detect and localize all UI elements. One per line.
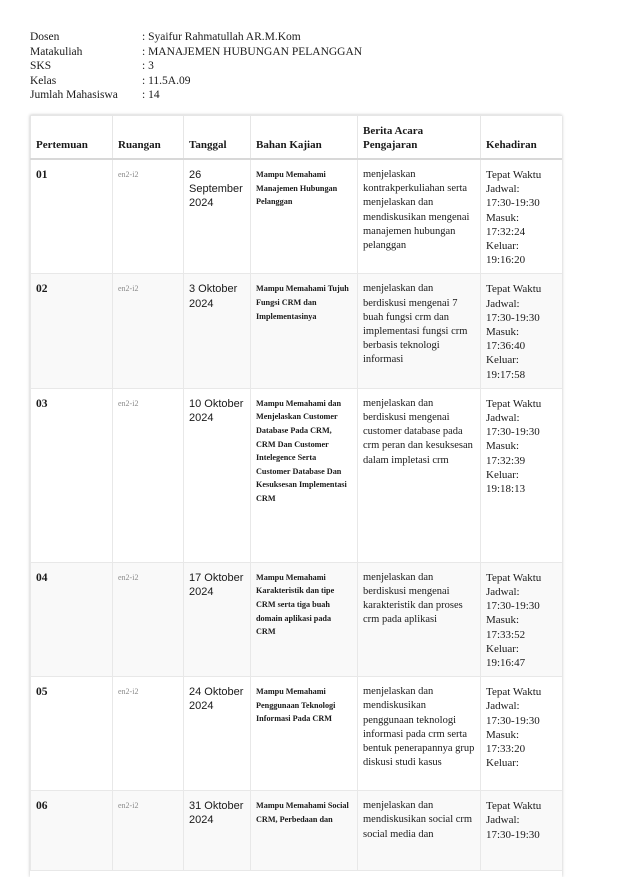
kehadiran-cell bbox=[481, 159, 563, 274]
ruangan-cell: en2-i2 bbox=[113, 159, 184, 274]
kehadiran-line: 17:30-19:30 bbox=[486, 714, 540, 727]
kehadiran-line: Keluar: bbox=[486, 468, 519, 481]
bahan-kajian-cell: Mampu Memahami Social CRM, Perbedaan dan bbox=[251, 791, 358, 871]
tanggal-cell: 24 Oktober 2024 bbox=[184, 677, 251, 791]
kehadiran-cell bbox=[481, 791, 563, 871]
tanggal-cell: 10 Oktober 2024 bbox=[184, 388, 251, 562]
kehadiran-line: 19:16:47 bbox=[486, 657, 526, 670]
kehadiran-line: 19:18:13 bbox=[486, 483, 526, 496]
kehadiran-line: 17:30-19:30 bbox=[486, 600, 540, 613]
kehadiran-line: Masuk: bbox=[486, 614, 519, 627]
kehadiran-line: Jadwal: bbox=[486, 586, 520, 599]
table-row bbox=[31, 791, 563, 871]
info-label: Matakuliah bbox=[30, 45, 83, 58]
info-value: : MANAJEMEN HUBUNGAN PELANGGAN bbox=[142, 45, 363, 58]
kehadiran-line: 17:36:40 bbox=[486, 340, 526, 353]
kehadiran-line: Tepat Waktu bbox=[486, 800, 542, 813]
table-row bbox=[31, 159, 563, 274]
table-row bbox=[31, 677, 563, 791]
info-label: Dosen bbox=[30, 31, 60, 43]
pertemuan-cell: 05 bbox=[31, 677, 113, 791]
info-row bbox=[30, 88, 362, 103]
attendance-table bbox=[30, 115, 562, 871]
kehadiran-cell bbox=[481, 677, 563, 791]
berita-acara-cell: menjelaskan dan mendiskusikan social crm social media dan bbox=[358, 791, 481, 871]
kehadiran-line: Keluar: bbox=[486, 757, 519, 770]
kehadiran-line: 19:17:58 bbox=[486, 368, 526, 381]
table-row bbox=[31, 388, 563, 562]
kehadiran-line: Masuk: bbox=[486, 728, 519, 741]
kehadiran-line: Tepat Waktu bbox=[486, 169, 542, 181]
info-value: : 14 bbox=[142, 89, 160, 101]
pertemuan-cell: 01 bbox=[31, 159, 113, 274]
kehadiran-line: 17:30-19:30 bbox=[486, 426, 540, 439]
table-row bbox=[31, 274, 563, 388]
bahan-kajian-cell: Mampu Memahami Manajemen Hubungan Pelanggan bbox=[251, 159, 358, 274]
berita-acara-cell: menjelaskan dan berdiskusi mengenai karakteristik dan proses crm pada aplikasi bbox=[358, 562, 481, 676]
berita-acara-cell: menjelaskan dan berdiskusi mengenai 7 buah fungsi crm dan implementasi fungsi crm berbasis teknologi informasi bbox=[358, 274, 481, 388]
tanggal-cell: 26 September 2024 bbox=[184, 159, 251, 274]
kehadiran-line: Jadwal: bbox=[486, 412, 520, 425]
berita-acara-cell: menjelaskan kontrakperkuliahan serta menjelaskan dan mendiskusikan mengenai manajemen hubungan pelanggan bbox=[358, 159, 481, 274]
info-value: : 11.5A.09 bbox=[142, 74, 191, 87]
pertemuan-cell: 04 bbox=[31, 562, 113, 676]
pertemuan-cell: 06 bbox=[31, 791, 113, 871]
header-berita-acara: Berita Acara Pengajaran bbox=[358, 116, 481, 160]
kehadiran-line: 17:30-19:30 bbox=[486, 828, 540, 841]
header-tanggal: Tanggal bbox=[184, 116, 251, 160]
ruangan-cell: en2-i2 bbox=[113, 562, 184, 676]
ruangan-cell: en2-i2 bbox=[113, 274, 184, 388]
course-info bbox=[30, 30, 362, 103]
kehadiran-line: Tepat Waktu bbox=[486, 686, 542, 699]
ruangan-cell: en2-i2 bbox=[113, 791, 184, 871]
kehadiran-line: 17:33:52 bbox=[486, 628, 526, 641]
kehadiran-line: Keluar: bbox=[486, 642, 519, 655]
header-ruangan: Ruangan bbox=[113, 116, 184, 160]
info-label: Kelas bbox=[30, 74, 57, 87]
ruangan-cell: en2-i2 bbox=[113, 388, 184, 562]
pertemuan-cell: 03 bbox=[31, 388, 113, 562]
kehadiran-line: Tepat Waktu bbox=[486, 571, 542, 584]
kehadiran-line: 19:16:20 bbox=[486, 254, 526, 267]
header-pertemuan: Pertemuan bbox=[31, 116, 113, 160]
info-label: Jumlah Mahasiswa bbox=[30, 89, 118, 101]
tanggal-cell: 3 Oktober 2024 bbox=[184, 274, 251, 388]
kehadiran-cell bbox=[481, 274, 563, 388]
kehadiran-line: Tepat Waktu bbox=[486, 397, 542, 410]
kehadiran-line: Masuk: bbox=[486, 211, 519, 224]
kehadiran-line: Jadwal: bbox=[486, 183, 520, 196]
ruangan-cell: en2-i2 bbox=[113, 677, 184, 791]
bahan-kajian-cell: Mampu Memahami Penggunaan Teknologi Informasi Pada CRM bbox=[251, 677, 358, 791]
kehadiran-line: Jadwal: bbox=[486, 297, 520, 310]
kehadiran-line: Keluar: bbox=[486, 240, 519, 253]
bahan-kajian-cell: Mampu Memahami Karakteristik dan tipe CRM serta tiga buah domain aplikasi pada CRM bbox=[251, 562, 358, 676]
berita-acara-cell: menjelaskan dan mendiskusikan penggunaan teknologi informasi pada crm serta bentuk penerapannya grup diskusi studi kasus bbox=[358, 677, 481, 791]
info-row bbox=[30, 74, 362, 89]
kehadiran-line: 17:32:39 bbox=[486, 454, 526, 467]
kehadiran-line: 17:30-19:30 bbox=[486, 197, 540, 210]
attendance-sheet bbox=[30, 115, 562, 877]
kehadiran-cell bbox=[481, 388, 563, 562]
kehadiran-line: 17:32:24 bbox=[486, 225, 526, 238]
kehadiran-line: 17:30-19:30 bbox=[486, 311, 540, 324]
info-value: : 3 bbox=[142, 60, 154, 72]
kehadiran-line: Tepat Waktu bbox=[486, 283, 542, 296]
kehadiran-cell bbox=[481, 562, 563, 676]
table-row bbox=[31, 562, 563, 676]
info-row bbox=[30, 30, 362, 45]
kehadiran-line: Keluar: bbox=[486, 354, 519, 367]
bahan-kajian-cell: Mampu Memahami Tujuh Fungsi CRM dan Implementasinya bbox=[251, 274, 358, 388]
tanggal-cell: 17 Oktober 2024 bbox=[184, 562, 251, 676]
berita-acara-cell: menjelaskan dan berdiskusi mengenai customer database pada crm peran dan kesuksesan dalam impletasi crm bbox=[358, 388, 481, 562]
info-row bbox=[30, 59, 362, 74]
kehadiran-line: Jadwal: bbox=[486, 814, 520, 827]
info-label: SKS bbox=[30, 60, 52, 72]
info-row bbox=[30, 45, 362, 60]
tanggal-cell: 31 Oktober 2024 bbox=[184, 791, 251, 871]
bahan-kajian-cell: Mampu Memahami dan Menjelaskan Customer Database Pada CRM, CRM Dan Customer Intelegence Serta Customer Database Dan Kesuksesan Implementasi CRM bbox=[251, 388, 358, 562]
kehadiran-line: Jadwal: bbox=[486, 700, 520, 713]
table-header-row bbox=[31, 116, 563, 160]
kehadiran-line: 17:33:20 bbox=[486, 743, 526, 756]
kehadiran-line: Masuk: bbox=[486, 440, 519, 453]
kehadiran-line: Masuk: bbox=[486, 326, 519, 339]
header-kehadiran: Kehadiran bbox=[481, 116, 563, 160]
pertemuan-cell: 02 bbox=[31, 274, 113, 388]
header-bahan-kajian: Bahan Kajian bbox=[251, 116, 358, 160]
info-value: : Syaifur Rahmatullah AR.M.Kom bbox=[142, 31, 301, 43]
